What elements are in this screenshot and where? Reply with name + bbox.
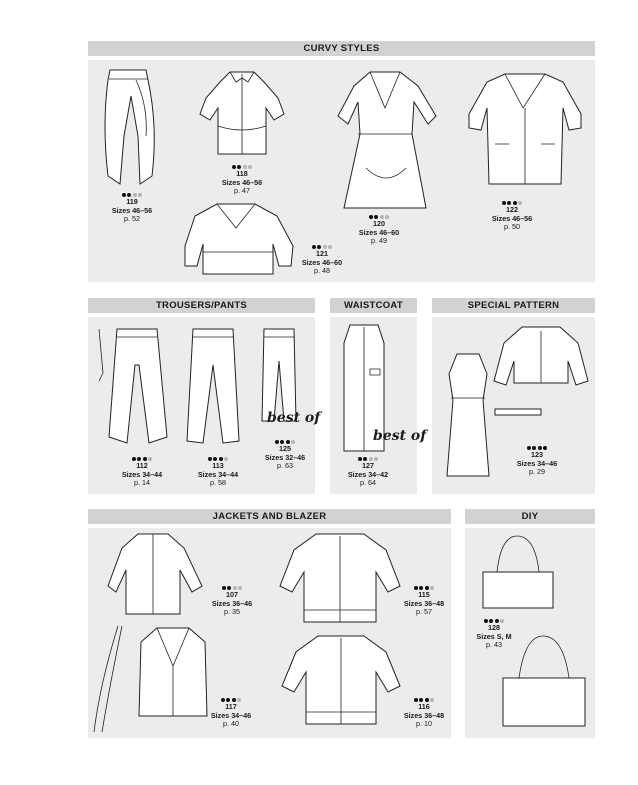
garment-115-bomber[interactable] bbox=[276, 530, 404, 626]
label-116: 116 Sizes 36–48 p. 10 bbox=[396, 698, 452, 728]
garment-118-shirt[interactable] bbox=[198, 68, 286, 160]
difficulty-dot-filled bbox=[543, 446, 547, 450]
garment-120-dress[interactable] bbox=[336, 68, 440, 214]
section-header-jackets: JACKETS AND BLAZER bbox=[88, 509, 451, 524]
label-123: 123 Sizes 34–46 p. 29 bbox=[509, 446, 565, 476]
difficulty-dot-empty bbox=[385, 215, 389, 219]
label-112: 112 Sizes 34–44 p. 14 bbox=[114, 457, 170, 487]
label-127: 127 Sizes 34–42 p. 64 bbox=[340, 457, 396, 487]
garment-121-blouse[interactable] bbox=[181, 200, 297, 278]
section-header-curvy: CURVY STYLES bbox=[88, 41, 595, 56]
best-of-badge: best of bbox=[373, 428, 427, 444]
garment-107-jacket[interactable] bbox=[106, 530, 206, 618]
garment-122-coat[interactable] bbox=[465, 68, 587, 190]
section-header-special: SPECIAL PATTERN bbox=[432, 298, 595, 313]
section-header-trousers: TROUSERS/PANTS bbox=[88, 298, 315, 313]
difficulty-dot-empty bbox=[430, 586, 434, 590]
garment-117-blazer[interactable] bbox=[135, 626, 211, 722]
garment-113-trousers[interactable] bbox=[183, 325, 243, 447]
garment-116-jacket[interactable] bbox=[278, 632, 404, 730]
garment-117-belt[interactable] bbox=[92, 624, 132, 734]
garment-123-belt[interactable] bbox=[494, 407, 542, 417]
difficulty-dot-empty bbox=[224, 457, 228, 461]
garment-119-trousers[interactable] bbox=[96, 66, 166, 194]
difficulty-dot-empty bbox=[518, 201, 522, 205]
best-of-badge: best of bbox=[267, 410, 321, 426]
garment-112-trousers[interactable] bbox=[93, 325, 171, 447]
label-115: 115 Sizes 36–48 p. 57 bbox=[396, 586, 452, 616]
label-107: 107 Sizes 36–46 p. 35 bbox=[204, 586, 260, 616]
label-121: 121 Sizes 46–60 p. 48 bbox=[294, 245, 350, 275]
difficulty-dot-empty bbox=[148, 457, 152, 461]
difficulty-dot-empty bbox=[291, 440, 295, 444]
label-120: 120 Sizes 46–60 p. 49 bbox=[351, 215, 407, 245]
label-117: 117 Sizes 34–46 p. 40 bbox=[203, 698, 259, 728]
label-119: 119 Sizes 46–56 p. 52 bbox=[105, 193, 159, 223]
difficulty-dot-empty bbox=[328, 245, 332, 249]
difficulty-dot-empty bbox=[238, 586, 242, 590]
difficulty-dot-empty bbox=[430, 698, 434, 702]
label-113: 113 Sizes 34–44 p. 58 bbox=[190, 457, 246, 487]
difficulty-dot-empty bbox=[500, 619, 504, 623]
section-header-waistcoat: WAISTCOAT bbox=[330, 298, 417, 313]
difficulty-dot-empty bbox=[248, 165, 252, 169]
section-header-diy: DIY bbox=[465, 509, 595, 524]
difficulty-dot-empty bbox=[237, 698, 241, 702]
garment-123-jacket[interactable] bbox=[492, 323, 590, 393]
label-122: 122 Sizes 46–56 p. 50 bbox=[483, 201, 541, 231]
garment-128-bag[interactable] bbox=[477, 532, 559, 612]
label-118: 118 Sizes 46–56 p. 47 bbox=[214, 165, 270, 195]
label-125: 125 Sizes 32–46 p. 63 bbox=[257, 440, 313, 470]
label-128: 128 Sizes S, M p. 43 bbox=[466, 619, 522, 649]
garment-123-dress[interactable] bbox=[443, 352, 493, 480]
difficulty-dot-empty bbox=[374, 457, 378, 461]
difficulty-dot-empty bbox=[138, 193, 142, 197]
